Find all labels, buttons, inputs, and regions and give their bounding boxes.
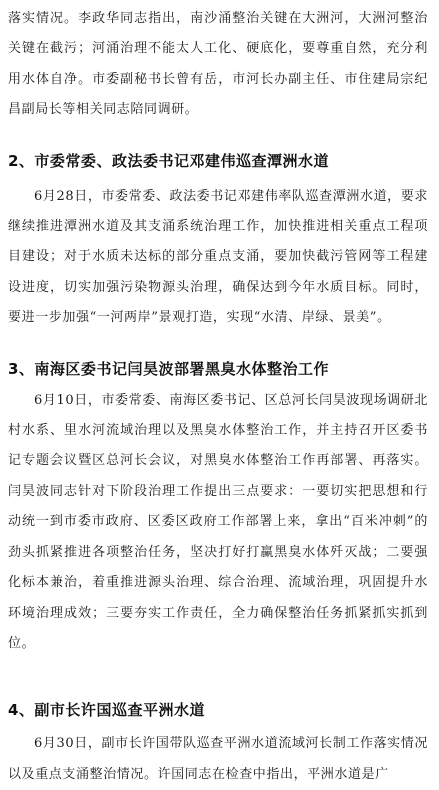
section-heading-4: 4、副市长许国巡查平洲水道	[8, 701, 205, 720]
section-body-3: 6月10日，市委常委、南海区委书记、区总河长闫昊波现场调研北村水系、里水河流域治理以及黑臭水体整治工作，并主持召开区委书记专题会议暨区总河长会议，对黑臭水体整治工作再部署、再落实。闫昊波同志针对下阶段治理工作提出三点要求：一要切实把思想和行动统一到市委市政府、区委区政府工作部署上来，拿出“百米冲刺”的劲头抓紧推进各项整治任务，坚决打好打赢黑臭水体歼灭战；二要强化标本兼治，着重推进源头治理、综合治理、流域治理，巩固提升水环境治理成效；三要夯实工作责任，全力确保整治任务抓紧抓实抓到位。	[8, 392, 428, 651]
section-heading-3: 3、南海区委书记闫昊波部署黑臭水体整治工作	[8, 359, 329, 378]
intro-paragraph: 落实情况。李政华同志指出，南沙涌整治关键在大洲河，大洲河整治关键在截污；河涌治理不能太人工化、硬底化，要尊重自然，充分利用水体自净。市委副秘书长曾有岳，市河长办副主任、市住建局宗纪昌副局长等相关同志陪同调研。	[8, 11, 428, 118]
document-page	[8, 0, 428, 790]
section-body-2: 6月28日，市委常委、政法委书记邓建伟率队巡查潭洲水道，要求继续推进潭洲水道及其支涌系统治理工作，加快推进相关重点工程项目建设；对于水质未达标的部分重点支涌，要加快截污管网等工程建设进度，切实加强污染物源头治理，确保达到今年水质目标。同时，要进一步加强“一河两岸”景观打造，实现“水清、岸绿、景美”。	[8, 188, 428, 326]
section-body-4: 6月30日，副市长许国带队巡查平洲水道流域河长制工作落实情况以及重点支涌整治情况。许国同志在检查中指出，平洲水道是广	[8, 736, 428, 782]
section-heading-2: 2、市委常委、政法委书记邓建伟巡查潭洲水道	[8, 151, 329, 170]
